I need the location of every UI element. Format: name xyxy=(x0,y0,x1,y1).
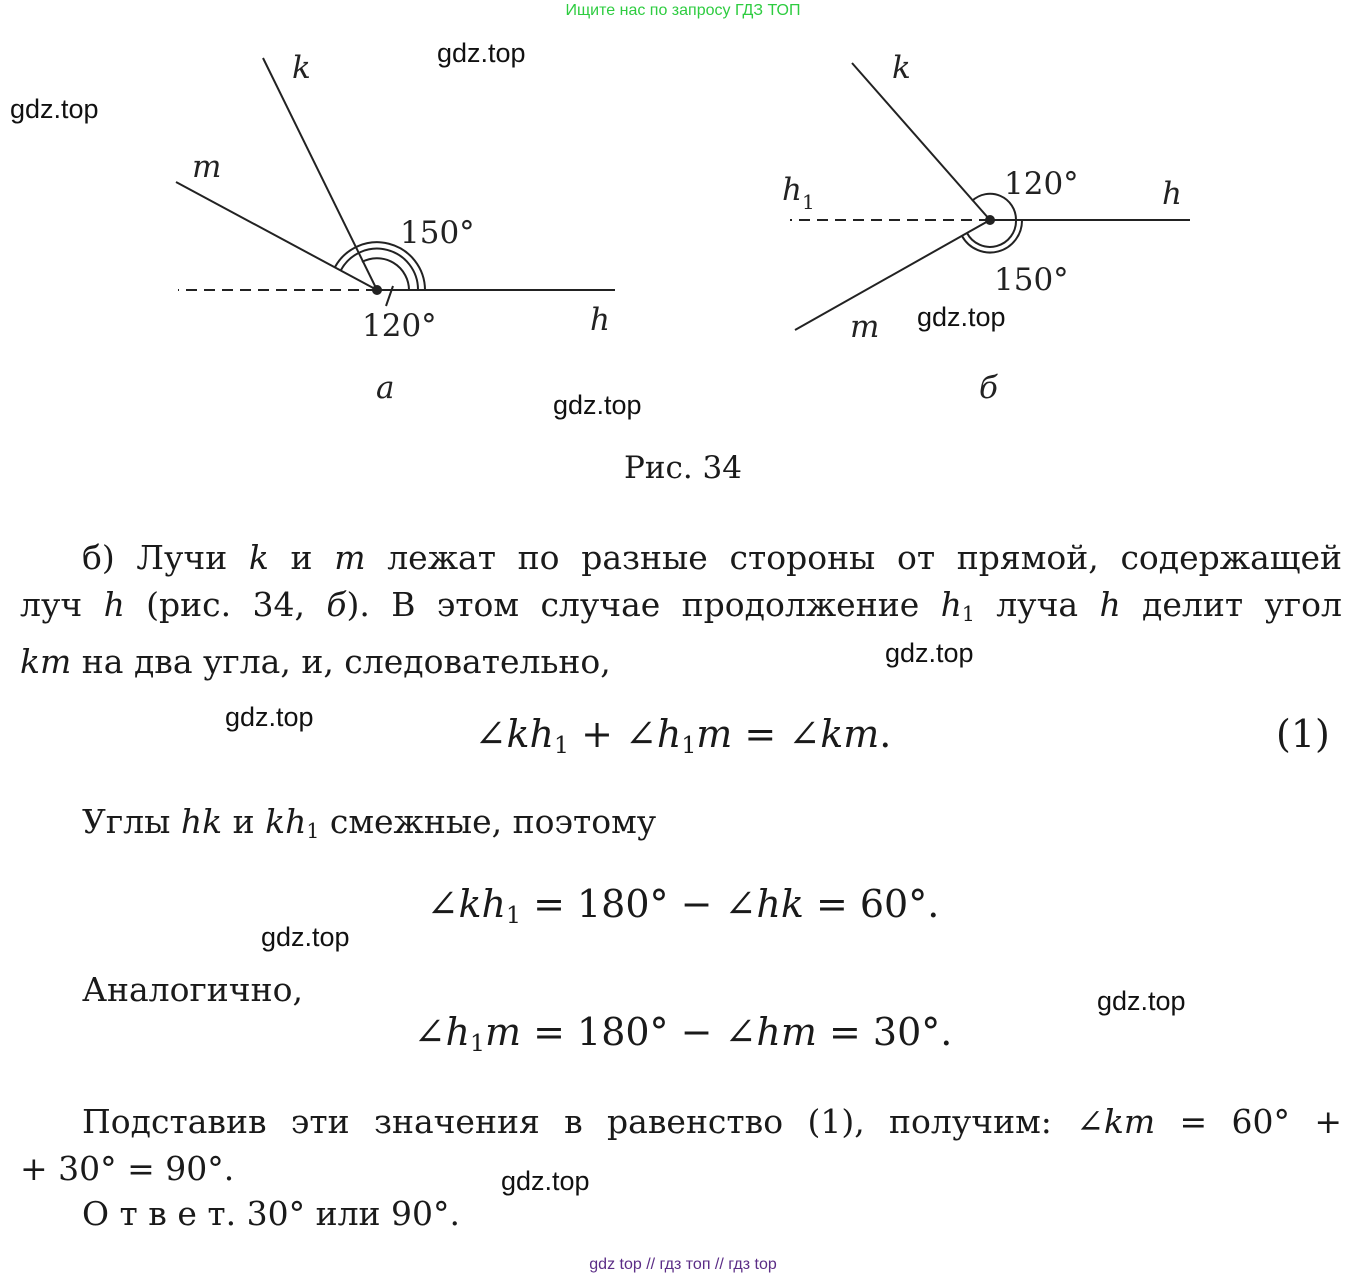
subscript: 1 xyxy=(469,1028,485,1057)
var-hm: hm xyxy=(756,1010,817,1054)
sublabel-b: б xyxy=(979,370,998,406)
var-m: m xyxy=(484,1010,522,1054)
label-m-a: m xyxy=(192,149,222,185)
text-run: = 180° − ∠ xyxy=(521,882,757,926)
var-h: h xyxy=(656,712,682,756)
paragraph-4-line-1 xyxy=(20,1098,1342,1145)
text-run: . xyxy=(879,712,892,756)
var-kh: kh xyxy=(458,882,507,926)
ray-k-a xyxy=(263,58,377,290)
var-hk: hk xyxy=(756,882,804,926)
answer-label: О т в е т. xyxy=(82,1194,237,1233)
text-run: смежные, поэтому xyxy=(319,802,657,841)
paragraph-1-line-1 xyxy=(20,534,1342,581)
var-h: h xyxy=(1099,585,1121,624)
text-run: = 60° + xyxy=(1155,1102,1342,1141)
watermark: gdz.top xyxy=(917,302,1006,332)
var-h1: h xyxy=(940,585,962,624)
subscript: 1 xyxy=(961,602,975,627)
text-run: б) Лучи xyxy=(82,538,249,577)
paragraph-1-line-2 xyxy=(20,581,1342,638)
label-120-b: 120° xyxy=(1004,166,1079,202)
angle-symbol: ∠ xyxy=(474,712,507,756)
figure-caption: Рис. 34 xyxy=(623,450,743,486)
text-run: + ∠ xyxy=(568,712,657,756)
equation-3 xyxy=(0,1010,1366,1057)
text-run: и xyxy=(268,538,335,577)
var-km: km xyxy=(1103,1102,1156,1141)
text-run: луч xyxy=(20,585,104,624)
equation-2 xyxy=(0,882,1366,929)
var-h: h xyxy=(103,585,125,624)
var-m: m xyxy=(334,538,366,577)
watermark: gdz.top xyxy=(501,1166,590,1196)
text-run: = 60°. xyxy=(803,882,940,926)
ray-m-a xyxy=(176,182,377,290)
answer-value: 30° или 90°. xyxy=(236,1194,461,1233)
watermark: gdz.top xyxy=(261,922,350,952)
text-run: = ∠ xyxy=(732,712,821,756)
sublabel-a: а xyxy=(376,370,395,406)
text-run: Подставив эти значения в равенство (1), получим: ∠ xyxy=(82,1102,1104,1141)
vertex-a xyxy=(372,285,382,295)
paragraph-2 xyxy=(82,798,1342,855)
top-banner: Ищите нас по запросу ГДЗ ТОП xyxy=(565,2,801,19)
label-150-a: 150° xyxy=(400,215,475,251)
ray-k-b xyxy=(852,63,990,220)
subscript: 1 xyxy=(506,900,521,929)
text-run: лежат по разные стороны от прямой, содержащей xyxy=(365,538,1342,577)
text-run: (рис. 34, xyxy=(124,585,327,624)
watermark: gdz.top xyxy=(885,638,974,668)
equation-1 xyxy=(0,712,1366,759)
label-k-b: k xyxy=(892,50,911,86)
label-k-a: k xyxy=(292,50,311,86)
label-150-b: 150° xyxy=(994,262,1069,298)
watermark: gdz.top xyxy=(437,38,526,68)
text-run: и xyxy=(222,802,266,841)
label-h-a: h xyxy=(590,302,610,338)
var-kh: kh xyxy=(265,802,307,841)
var-hk: hk xyxy=(180,802,223,841)
watermark: gdz.top xyxy=(10,94,99,124)
label-m-b: m xyxy=(850,309,880,345)
vertex-b xyxy=(985,215,995,225)
text-run: Углы xyxy=(82,802,181,841)
var-m: m xyxy=(696,712,733,756)
var-km: km xyxy=(820,712,880,756)
arc-150-inner-a xyxy=(341,249,418,290)
angle-symbol: ∠ xyxy=(426,882,459,926)
text-run: = 180° − ∠ xyxy=(521,1010,757,1054)
label-h1-b xyxy=(782,172,815,214)
paragraph-3: Аналогично, xyxy=(82,970,303,1009)
paragraph-4-line-2: + 30° = 90°. xyxy=(20,1149,235,1188)
equation-number: (1) xyxy=(1276,712,1330,756)
subscript: 1 xyxy=(306,819,320,844)
label-h1-b-sub: 1 xyxy=(801,190,815,214)
text-run: луча xyxy=(974,585,1100,624)
paragraph-1-line-3 xyxy=(20,638,1342,685)
var-h: h xyxy=(445,1010,470,1054)
figure-ref-b: б xyxy=(326,585,347,624)
watermark: gdz.top xyxy=(553,390,642,420)
label-120-a: 120° xyxy=(362,308,437,344)
label-h-b: h xyxy=(1162,176,1182,212)
var-kh: kh xyxy=(506,712,554,756)
subscript: 1 xyxy=(554,730,569,759)
footer-links: gdz top // гдз топ // гдз top xyxy=(589,1256,777,1273)
figure-34 xyxy=(0,0,1366,440)
answer-line xyxy=(82,1190,882,1237)
var-km: km xyxy=(20,642,72,682)
subscript: 1 xyxy=(681,730,697,759)
text-run: = 30°. xyxy=(816,1010,953,1054)
figure-a xyxy=(176,58,615,306)
text-run: делит угол xyxy=(1120,585,1343,624)
angle-symbol: ∠ xyxy=(413,1010,446,1054)
text-run: ). В этом случае продолжение xyxy=(346,585,941,624)
paragraph-1 xyxy=(20,534,1342,685)
watermark: gdz.top xyxy=(225,702,314,732)
var-k: k xyxy=(248,538,269,577)
watermark: gdz.top xyxy=(1097,986,1186,1016)
paragraph-4 xyxy=(20,1098,1342,1192)
figure-b xyxy=(790,63,1190,330)
label-h1-b-main: h xyxy=(782,172,802,208)
text-run: на два угла, и, следовательно, xyxy=(71,642,611,682)
